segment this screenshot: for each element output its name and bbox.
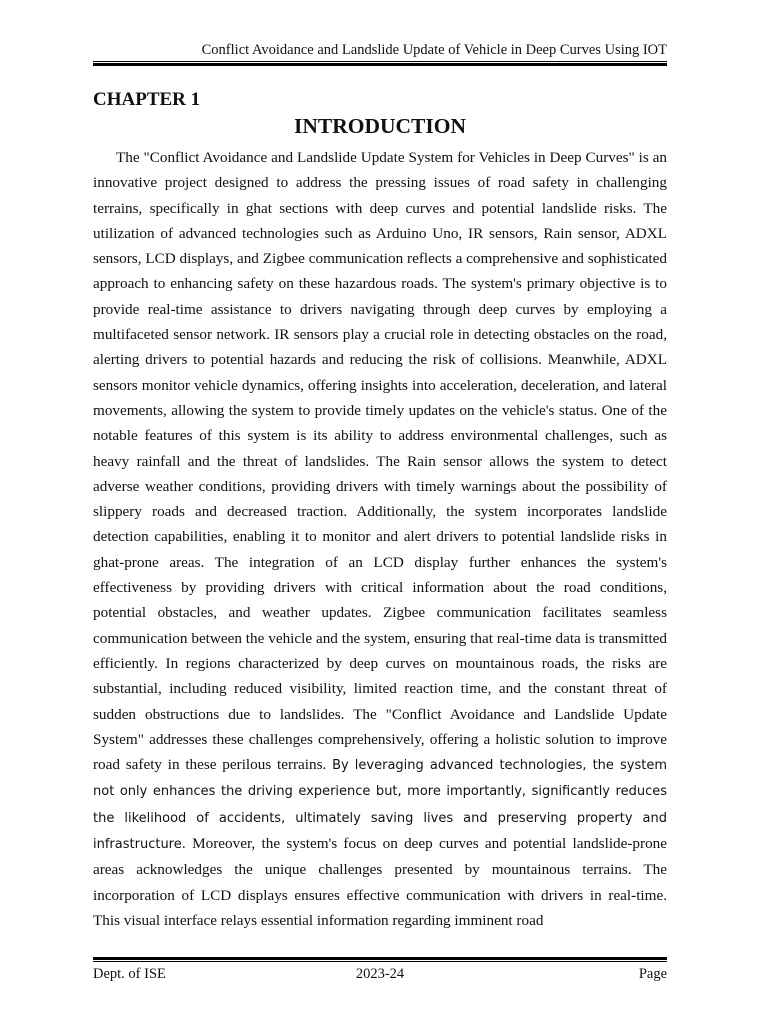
body-paragraph xyxy=(93,145,667,933)
footer-rule-thin xyxy=(93,961,667,962)
paragraph-part-3: Moreover, the system's focus on deep curves and potential landslide-prone areas acknowledges the unique challenges presented by mountainous terrains. The incorporation of LCD displays ensures effective communication with drivers in real-time. This visual interface relays essential information regarding imminent road xyxy=(93,835,668,929)
footer-page-label: Page xyxy=(638,966,667,982)
footer-year: 2023-24 xyxy=(355,966,405,982)
chapter-title: INTRODUCTION xyxy=(293,114,467,138)
paragraph-part-1: The "Conflict Avoidance and Landslide Update System for Vehicles in Deep Curves" is an innovative project designed to address the pressing issues of road safety in challenging terrains, specifically in ghat sections with deep curves and potential landslide risks. The utilization of advanced technologies such as Arduino Uno, IR sensors, Rain sensor, ADXL sensors, LCD displays, and Zigbee communication reflects a comprehensive and sophisticated approach to enhancing safety on these hazardous roads. The system's primary objective is to provide real-time assistance to drivers navigating through deep curves by employing a multifaceted sensor network. IR sensors play a crucial role in detecting obstacles on the road, alerting drivers to potential hazards and reducing the risk of collisions. Meanwhile, ADXL sensors monitor vehicle dynamics, offering insights into acceleration, deceleration, and lateral movements, allowing the system to provide timely updates on the vehicle's status. One of the notable features of this system is its ability to address environmental challenges, such as heavy rainfall and the threat of landslides. The Rain sensor allows the system to detect adverse weather conditions, providing drivers with timely warnings about the possibility of slippery roads and decreased traction. Additionally, the system incorporates landslide detection capabilities, enabling it to monitor and alert drivers to potential landslide risks in ghat-prone areas. The integration of an LCD display further enhances the system's effectiveness by providing drivers with critical information about the road conditions, potential obstacles, and weather updates. Zigbee communication facilitates seamless communication between the vehicle and the system, ensuring that real-time data is transmitted efficiently. In regions characterized by deep curves on mountainous roads, the risks are substantial, including reduced visibility, limited reaction time, and the constant threat of sudden obstructions due to landslides. The "Conflict Avoidance and Landslide Update System" addresses these challenges comprehensively, offering a holistic solution to improve road safety in these perilous terrains. xyxy=(93,149,667,774)
running-header: Conflict Avoidance and Landslide Update of Vehicle in Deep Curves Using IOT xyxy=(201,42,667,58)
body-text xyxy=(93,145,667,933)
footer xyxy=(93,965,667,983)
header-rule-thick xyxy=(93,63,667,66)
chapter-label: CHAPTER 1 xyxy=(93,89,201,110)
footer-rule-thick xyxy=(93,957,667,960)
header-rule-thin xyxy=(93,61,667,62)
paragraph-part-2: By leveraging advanced technologies, the system not only enhances the driving experience but, more importantly, significantly reduces the likelihood of accidents, ultimately saving lives and preserving property and infrastructure. xyxy=(93,758,667,853)
footer-department: Dept. of ISE xyxy=(93,966,166,982)
